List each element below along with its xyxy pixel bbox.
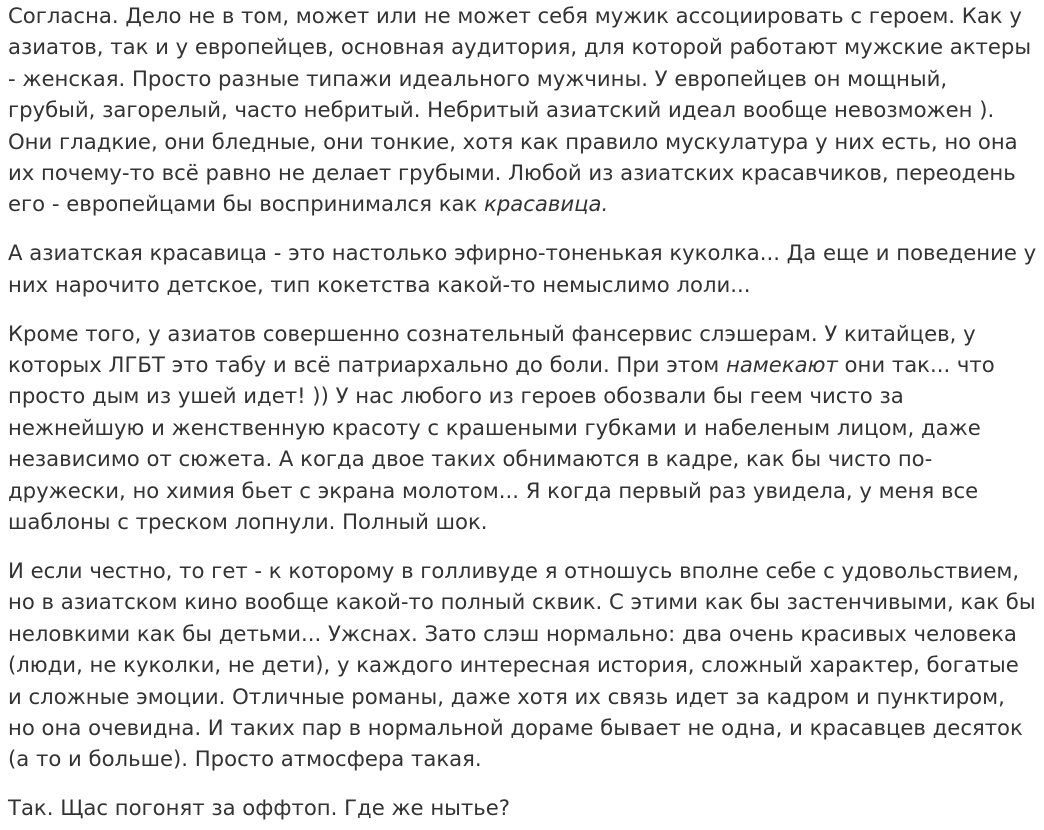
paragraph-5: Так. Щас погонят за оффтоп. Где же нытье? [8,795,511,821]
paragraph-3 [8,318,1038,538]
paragraph-1-text: Согласна. Дело не в том, может или не может себя мужик ассоциировать с героем. Как у азиатов, так и у европейцев, основная аудитория, для которой работают мужские актеры - женская. Просто разные типажи идеального мужчины. У европейцев он мощный, грубый, загорелый, часто небритый. Небритый азиатский идеал вообще невозможен ). Они гладкие, они бледные, они тонкие, хотя как правило мускулатура у них есть, но она их почему-то всё равно не делает грубыми. Любой из азиатских красавчиков, переодень его - европейцами бы воспринимался как [8,3,1032,217]
paragraph-3-text-start: Кроме того, у азиатов совершенно сознательный фансервис слэшерам. У китайцев, у которых ЛГБТ это табу и всё патриархально до боли. При этом [8,320,976,378]
emphasis-krasavitsa: красавица. [484,191,609,217]
post-body [8,0,1038,824]
paragraph-2: А азиатская красавица - это настолько эфирно-тоненькая куколка... Да еще и поведение у них нарочито детское, тип кокетства какой-то немыслимо лоли... [8,240,1037,297]
paragraph-4: И если честно, то гет - к которому в голливуде я отношусь вполне себе с удовольствием, но в азиатском кино вообще какой-то полный сквик. С этими как бы застенчивыми, как бы неловкими как бы детьми... Ужснах. Зато слэш нормально: два очень красивых человека (люди, не куколки, не дети), у каждого интересная история, сложный характер, богатые и сложные эмоции. Отличные романы, даже хотя их связь идет за кадром и пунктиром, но она очевидна. И таких пар в нормальной дораме бывает не одна, и красавцев десяток (а то и больше). Просто атмосфера такая. [8,558,1036,772]
emphasis-namekayut: намекают [725,352,838,378]
paragraph-1 [8,0,1038,220]
paragraph-3-text-end: они так... что просто дым из ушей идет! )) У нас любого из героев обозвали бы геем чисто за нежнейшую и женственную красоту с крашеными губками и набеленым лицом, даже независимо от сюжета. А когда двое таких обнимаются в кадре, как бы чисто по-дружески, но химия бьет с экрана молотом... Я когда первый раз увидела, у меня все шаблоны с треском лопнули. Полный шок. [8,352,995,535]
